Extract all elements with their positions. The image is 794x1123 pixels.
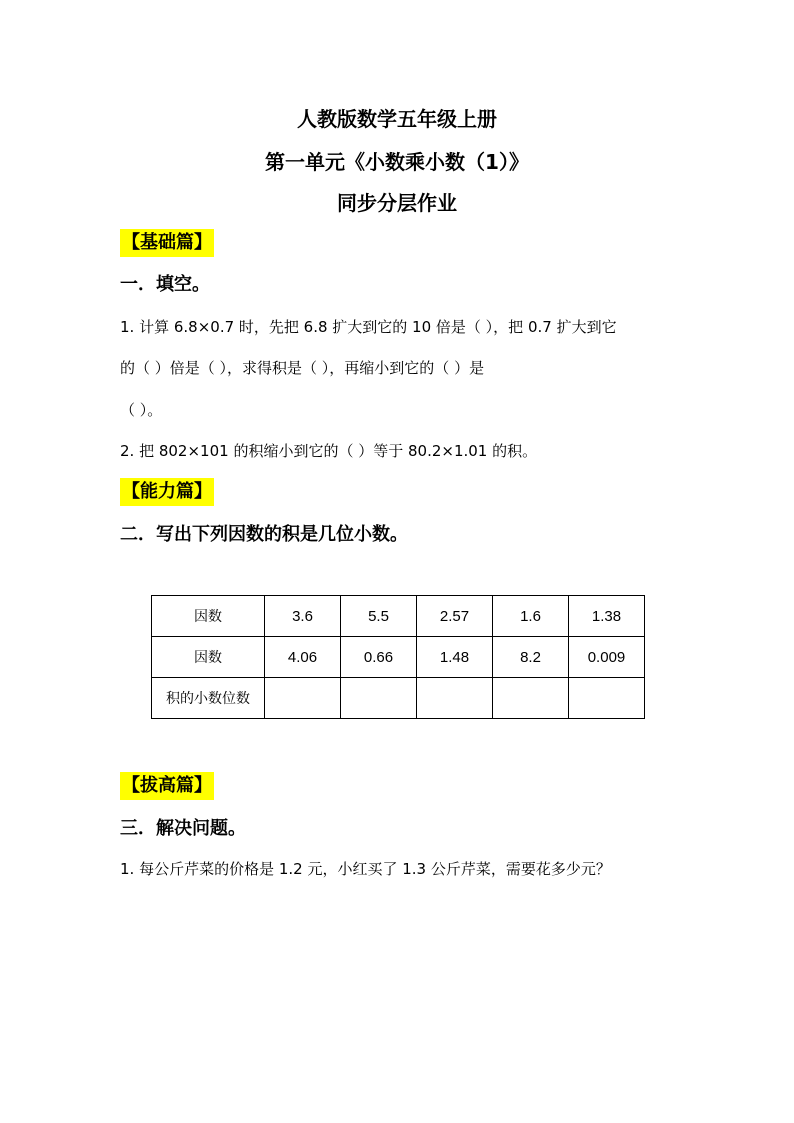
answer-cell[interactable]: [417, 678, 493, 719]
fill-question-2: 2. 把 802×101 的积缩小到它的（ ）等于 80.2×1.01 的积。: [120, 442, 538, 460]
factor-table: [151, 595, 645, 719]
table-row: [152, 596, 645, 637]
table-cell: 0.009: [569, 637, 645, 678]
answer-cell[interactable]: [265, 678, 341, 719]
table-cell: 4.06: [265, 637, 341, 678]
word-problem-1: 1. 每公斤芹菜的价格是 1.2 元，小红买了 1.3 公斤芹菜，需要花多少元？: [120, 860, 611, 878]
answer-cell[interactable]: [493, 678, 569, 719]
row-label: 积的小数位数: [152, 678, 265, 719]
part1-heading: 一．填空。: [120, 274, 210, 295]
fill-question-1-line1: 1. 计算 6.8×0.7 时，先把 6.8 扩大到它的 10 倍是（ ），把 0.7 扩大到它: [120, 318, 617, 336]
row-label: 因数: [152, 596, 265, 637]
part3-heading: 三．解决问题。: [120, 818, 246, 839]
table-cell: 1.38: [569, 596, 645, 637]
table-row: [152, 637, 645, 678]
section-ability-label: 【能力篇】: [120, 478, 214, 506]
homework-title: 同步分层作业: [337, 191, 457, 215]
table-row: [152, 678, 645, 719]
table-cell: 8.2: [493, 637, 569, 678]
table-cell: 1.6: [493, 596, 569, 637]
section-basic-label: 【基础篇】: [120, 229, 214, 257]
unit-title: 第一单元《小数乘小数（1）》: [265, 150, 529, 174]
table-cell: 1.48: [417, 637, 493, 678]
row-label: 因数: [152, 637, 265, 678]
section-advanced-label: 【拔高篇】: [120, 772, 214, 800]
part2-heading: 二．写出下列因数的积是几位小数。: [120, 524, 408, 545]
table-cell: 2.57: [417, 596, 493, 637]
fill-question-1-line3: （ ）。: [120, 401, 163, 419]
table-cell: 5.5: [341, 596, 417, 637]
fill-question-1-line2: 的（ ）倍是（ ），求得积是（ ），再缩小到它的（ ）是: [120, 359, 485, 377]
answer-cell[interactable]: [341, 678, 417, 719]
table-cell: 0.66: [341, 637, 417, 678]
doc-title: 人教版数学五年级上册: [297, 107, 497, 131]
answer-cell[interactable]: [569, 678, 645, 719]
table-cell: 3.6: [265, 596, 341, 637]
